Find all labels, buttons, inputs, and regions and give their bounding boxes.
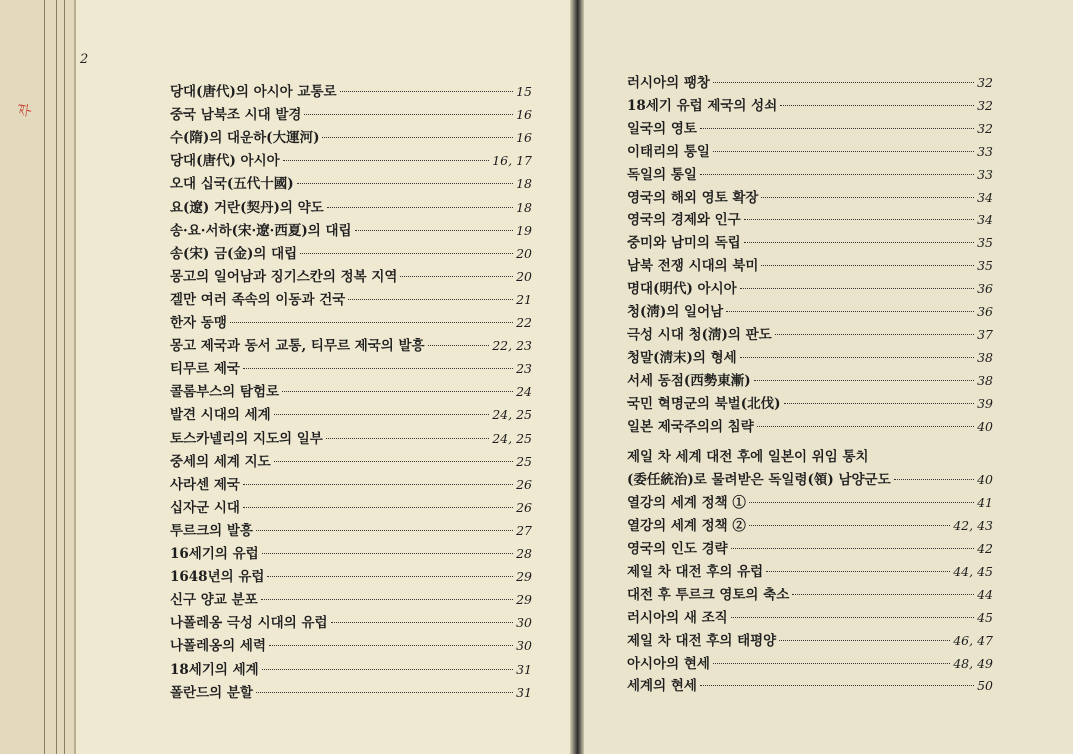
toc-entry	[170, 634, 532, 654]
toc-entry-title: 제일 차 대전 후의 태평양	[627, 632, 777, 649]
toc-entry	[170, 149, 532, 169]
toc-entry-page: 15	[516, 84, 532, 99]
toc-entry	[170, 196, 532, 216]
leader-dots	[780, 105, 974, 106]
leader-dots	[700, 685, 974, 686]
leader-dots	[761, 265, 974, 266]
toc-entry-title: 당대(唐代) 아시아	[170, 153, 280, 170]
toc-entry-page: 36	[977, 281, 993, 297]
toc-entry-title: 독일의 통일	[627, 166, 697, 183]
leader-dots	[740, 357, 974, 358]
toc-entry-title: 티무르 제국	[170, 361, 240, 378]
toc-entry	[170, 242, 532, 262]
toc-entry-title: 폴란드의 분할	[170, 684, 253, 701]
toc-entry	[627, 323, 993, 343]
toc-entry-title: 대전 후 투르크 영토의 축소	[627, 586, 790, 603]
toc-entry	[170, 519, 532, 539]
toc-entry-title: 16세기의 유럽	[170, 546, 259, 562]
toc-entry-page: 16	[516, 130, 532, 146]
toc-entry-title: 한자 동맹	[170, 315, 227, 331]
toc-entry-title: 몽고 제국과 동서 교통, 티무르 제국의 발흥	[170, 338, 425, 355]
toc-entry-page: 31	[516, 661, 532, 677]
toc-entry-title: 콜롬부스의 탐험로	[170, 384, 280, 401]
leader-dots	[784, 403, 975, 404]
toc-entry-page: 24	[516, 384, 532, 400]
toc-entry-page: 28	[516, 546, 532, 561]
toc-entry-page: 34	[977, 189, 993, 205]
toc-entry-page: 22, 23	[492, 338, 532, 354]
toc-entry-page: 18	[516, 199, 532, 215]
toc-entry	[170, 126, 532, 146]
leader-dots	[322, 137, 513, 138]
toc-entry	[170, 380, 532, 400]
toc-entry-page: 24, 25	[492, 407, 532, 423]
toc-entry-page: 29	[516, 569, 532, 585]
leader-dots	[261, 599, 513, 600]
leader-dots	[740, 288, 974, 289]
leader-dots	[355, 230, 514, 231]
toc-entry-page: 37	[977, 326, 993, 342]
leader-dots	[274, 414, 490, 415]
leader-dots	[792, 594, 974, 595]
toc-entry	[627, 514, 993, 534]
toc-entry	[627, 300, 993, 320]
leader-dots	[428, 345, 490, 346]
leader-dots	[749, 525, 950, 526]
toc-entry-title: 일국의 영토	[627, 120, 697, 137]
toc-entry-title: 러시아의 팽창	[627, 75, 710, 91]
toc-entry-page: 35	[977, 258, 993, 274]
toc-entry-title: 청(淸)의 일어남	[627, 304, 724, 320]
toc-entry	[627, 346, 993, 366]
toc-entry-page: 40	[977, 418, 993, 434]
leader-dots	[297, 183, 513, 184]
toc-entry-title: 발견 시대의 세계	[170, 407, 271, 424]
leader-dots	[326, 438, 489, 439]
toc-entry	[170, 265, 532, 285]
toc-entry-title: 중세의 세계 지도	[170, 453, 271, 470]
toc-entry-page: 32	[977, 120, 993, 136]
toc-entry	[170, 103, 532, 123]
leader-dots	[744, 219, 974, 220]
toc-entry-page: 44	[977, 586, 993, 602]
toc-entry-title: 국민 혁명군의 북벌(北伐)	[627, 395, 781, 412]
toc-entry-title: 18세기 유럽 제국의 성쇠	[627, 97, 778, 114]
toc-entry	[627, 560, 993, 580]
toc-entry-page: 38	[977, 349, 993, 365]
leader-dots	[243, 507, 513, 508]
toc-entry-page: 32	[977, 75, 993, 90]
toc-entry-page: 48, 49	[953, 655, 993, 671]
leader-dots	[754, 380, 974, 381]
toc-entry-title: 이태리의 통일	[627, 143, 710, 160]
leader-dots	[713, 151, 974, 152]
toc-entry-page: 22	[516, 315, 532, 330]
toc-entry	[170, 681, 532, 701]
toc-entry-page: 26	[516, 499, 532, 515]
toc-entry	[170, 450, 532, 470]
toc-entry-page: 34	[977, 212, 993, 228]
toc-entry	[170, 357, 532, 377]
toc-entry-page: 19	[516, 222, 532, 238]
handwritten-margin-mark: ᅎᅾ	[16, 102, 35, 119]
toc-entry-page: 16	[516, 107, 532, 123]
toc-entry-title: 오대 십국(五代十國)	[170, 176, 294, 193]
toc-entry	[627, 583, 993, 603]
toc-entry-title: 요(遼) 거란(契丹)의 약도	[170, 199, 324, 216]
toc-entry	[170, 403, 532, 423]
leader-dots	[713, 663, 950, 664]
toc-entry	[170, 565, 532, 585]
toc-entry-title: 영국의 경제와 인구	[627, 212, 741, 229]
toc-entry	[170, 473, 532, 493]
toc-entry-title: 중미와 남미의 독립	[627, 235, 741, 252]
toc-entry-page: 20	[516, 268, 532, 284]
toc-entry-title: 송(宋) 금(金)의 대립	[170, 245, 298, 262]
toc-entry-title: 서세 동점(西勢東漸)	[627, 372, 751, 389]
toc-entry-title: 영국의 해외 영토 확장	[627, 189, 759, 206]
leader-dots	[230, 322, 513, 323]
toc-entry	[627, 415, 993, 435]
toc-entry	[627, 369, 993, 389]
leader-dots	[713, 82, 974, 83]
leader-dots	[300, 253, 513, 254]
leader-dots	[243, 484, 513, 485]
leader-dots	[262, 669, 513, 670]
leader-dots	[331, 622, 514, 623]
toc-entry-page: 41	[977, 495, 993, 511]
toc-entry-page: 33	[977, 143, 993, 159]
toc-entry-title: (委任統治)로 물려받은 독일령(領) 남양군도	[627, 472, 891, 489]
toc-entry	[170, 172, 532, 192]
toc-entry	[627, 186, 993, 206]
toc-entry-title: 열강의 세계 정책 ②	[627, 518, 746, 535]
toc-entry	[627, 491, 993, 511]
leader-dots	[340, 91, 514, 92]
toc-entry-title: 당대(唐代)의 아시아 교통로	[170, 84, 337, 100]
toc-entry	[627, 208, 993, 228]
leader-dots	[894, 479, 974, 480]
toc-entry-page: 20	[516, 245, 532, 261]
toc-entry-page: 44, 45	[953, 563, 993, 579]
leader-dots	[269, 645, 513, 646]
toc-entry-title: 투르크의 발흥	[170, 522, 253, 539]
toc-entry-page: 30	[516, 615, 532, 631]
toc-entry-page: 25	[516, 453, 532, 469]
toc-entry-title: 중국 남북조 시대 발경	[170, 107, 302, 124]
toc-entry	[627, 652, 993, 672]
leader-dots	[282, 391, 513, 392]
toc-entry-title: 사라센 제국	[170, 476, 240, 493]
toc-entry-page: 16, 17	[492, 153, 532, 169]
leader-dots	[256, 530, 513, 531]
toc-entry	[170, 219, 532, 239]
toc-entry-page: 35	[977, 235, 993, 251]
toc-entry	[627, 94, 993, 114]
toc-entry-title: 송·요·서하(宋·遼·西夏)의 대립	[170, 222, 352, 239]
toc-entry	[170, 288, 532, 308]
toc-entry-title: 영국의 인도 경략	[627, 541, 728, 557]
toc-entry	[627, 140, 993, 160]
toc-entry	[170, 496, 532, 516]
toc-entry-title: 명대(明代) 아시아	[627, 281, 737, 298]
toc-entry	[627, 163, 993, 183]
toc-entry-title: 겔만 여러 족속의 이동과 건국	[170, 291, 346, 308]
toc-entry	[170, 611, 532, 631]
leader-dots	[327, 207, 513, 208]
toc-entry	[170, 334, 532, 354]
toc-entry-title: 일본 제국주의의 침략	[627, 418, 754, 435]
leader-dots	[744, 242, 974, 243]
toc-entry-page: 24, 25	[492, 430, 532, 446]
toc-entry	[627, 254, 993, 274]
leader-dots	[262, 553, 513, 554]
leader-dots	[749, 502, 974, 503]
toc-entry-page: 38	[977, 372, 993, 388]
toc-entry-page: 45	[977, 609, 993, 625]
toc-entry-page: 40	[977, 472, 993, 488]
toc-entry-title: 러시아의 새 조직	[627, 609, 728, 626]
toc-entry-page: 32	[977, 97, 993, 113]
toc-entry	[170, 542, 532, 562]
toc-entry-title: 제일 차 대전 후의 유럽	[627, 563, 764, 580]
toc-entry-title: 18세기의 세계	[170, 661, 259, 678]
toc-entry-page: 46, 47	[953, 632, 993, 648]
toc-entry	[627, 71, 993, 91]
toc-entry-title: 청말(淸末)의 형세	[627, 349, 737, 366]
toc-entry-title: 세계의 현세	[627, 678, 697, 695]
leader-dots	[400, 276, 513, 277]
toc-entry-title: 신구 양교 분포	[170, 592, 258, 609]
toc-entry	[627, 392, 993, 412]
toc-entry-title: 1648년의 유럽	[170, 569, 265, 586]
leader-dots	[766, 571, 950, 572]
toc-entry-title: 나폴레옹 극성 시대의 유럽	[170, 615, 328, 632]
toc-entry-page: 26	[516, 476, 532, 492]
toc-entry	[627, 277, 993, 297]
toc-entry-page: 27	[516, 522, 532, 538]
leader-dots	[283, 160, 490, 161]
toc-entry-page: 42	[977, 541, 993, 556]
toc-entry-title: 십자군 시대	[170, 499, 240, 516]
page-number: 2	[80, 52, 89, 67]
leader-dots	[256, 692, 513, 693]
toc-entry	[627, 674, 993, 694]
leader-dots	[348, 299, 513, 300]
toc-entry	[627, 231, 993, 251]
toc-entry-title: 극성 시대 청(淸)의 판도	[627, 326, 772, 343]
toc-entry-page: 29	[516, 592, 532, 608]
toc-entry	[627, 117, 993, 137]
toc-entry	[170, 658, 532, 678]
leader-dots	[761, 197, 974, 198]
toc-entry-page: 33	[977, 166, 993, 182]
toc-entry-page: 42, 43	[953, 518, 993, 534]
toc-entry	[170, 427, 532, 447]
toc-entry-page: 50	[977, 678, 993, 694]
toc-entry	[627, 468, 993, 488]
toc-entry	[627, 445, 993, 465]
leader-dots	[731, 548, 974, 549]
leader-dots	[243, 368, 513, 369]
leader-dots	[731, 617, 974, 618]
toc-entry	[170, 80, 532, 100]
toc-entry-title: 수(隋)의 대운하(大運河)	[170, 130, 320, 147]
toc-entry-page: 21	[516, 291, 532, 307]
leader-dots	[304, 114, 513, 115]
toc-entry-title: 나폴레옹의 세력	[170, 638, 266, 655]
toc-entry-title: 토스카넬리의 지도의 일부	[170, 430, 323, 447]
toc-entry-title: 아시아의 현세	[627, 655, 710, 672]
book-gutter	[570, 0, 584, 754]
leader-dots	[700, 174, 974, 175]
page-edges	[0, 0, 78, 754]
toc-entry-title: 몽고의 일어남과 징기스칸의 정복 지역	[170, 268, 398, 285]
toc-entry	[170, 311, 532, 331]
leader-dots	[775, 334, 974, 335]
toc-entry-page: 39	[977, 395, 993, 411]
leader-dots	[274, 461, 513, 462]
leader-dots	[267, 576, 513, 577]
toc-entry-title: 열강의 세계 정책 ①	[627, 495, 746, 512]
toc-entry-page: 18	[516, 176, 532, 192]
leader-dots	[757, 426, 974, 427]
leader-dots	[700, 128, 974, 129]
toc-entry-title: 남북 전쟁 시대의 북미	[627, 258, 759, 275]
toc-entry-title: 제일 차 세계 대전 후에 일본이 위임 통치	[627, 449, 869, 466]
toc-entry-page: 30	[516, 638, 532, 654]
toc-entry	[627, 629, 993, 649]
toc-entry	[170, 588, 532, 608]
leader-dots	[726, 311, 974, 312]
toc-entry-page: 23	[516, 361, 532, 377]
toc-entry-page: 31	[516, 684, 532, 700]
leader-dots	[779, 640, 950, 641]
toc-entry-page: 36	[977, 304, 993, 319]
toc-entry	[627, 537, 993, 557]
toc-entry	[627, 606, 993, 626]
